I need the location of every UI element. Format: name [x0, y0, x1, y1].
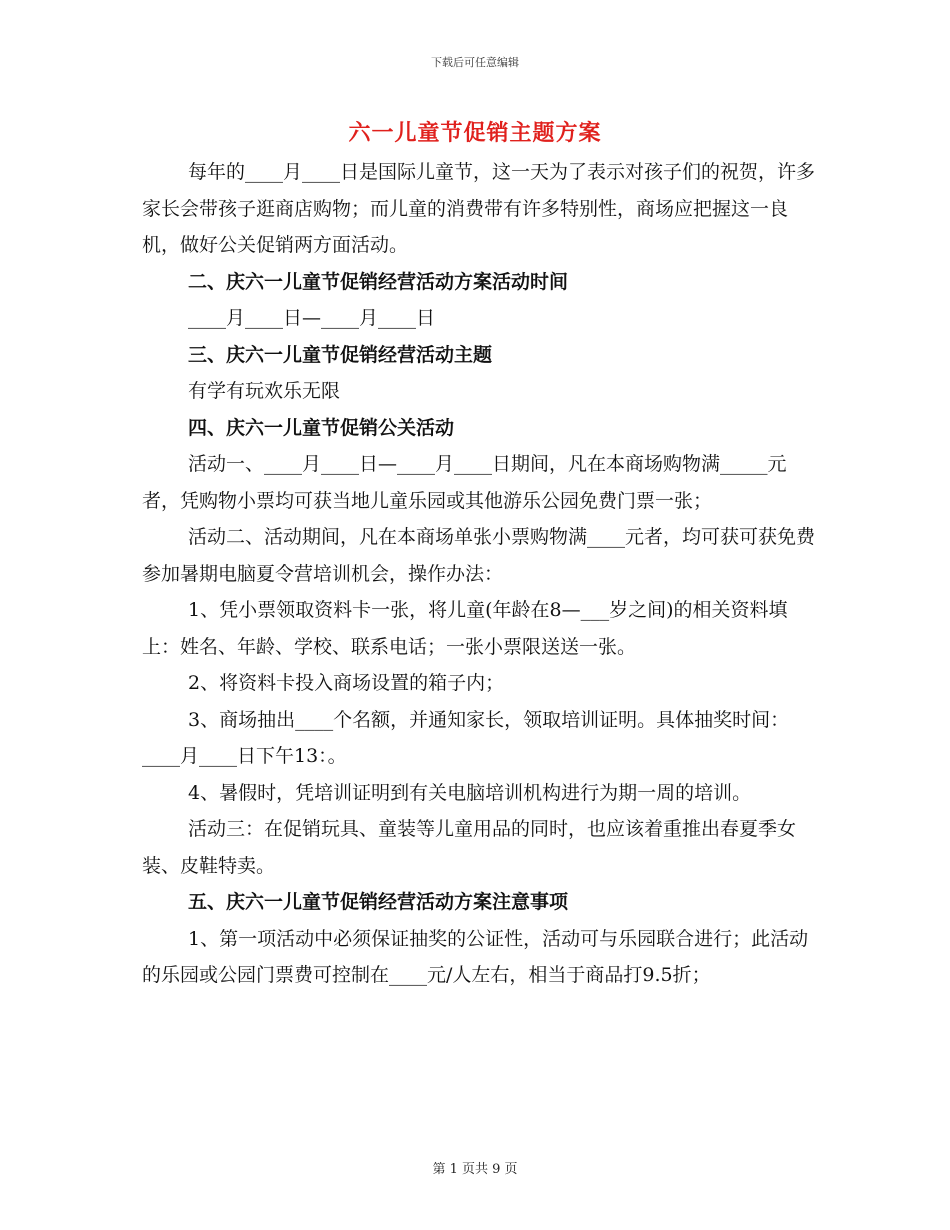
section-heading-theme: 三、庆六一儿童节促销经营活动主题	[188, 343, 493, 366]
activity-three-paragraph: 活动三：在促销玩具、童装等儿童用品的同时，也应该着重推出春夏季女装、皮鞋特卖。	[142, 818, 797, 877]
step-three-paragraph: 3、商场抽出____个名额，并通知家长，领取培训证明。具体抽奖时间：____月____日下午13：。	[142, 708, 790, 767]
section-heading-time: 二、庆六一儿童节促销经营活动方案活动时间	[188, 270, 569, 293]
activity-two-paragraph: 活动二、活动期间，凡在本商场单张小票购物满____元者，均可获可获免费参加暑期电脑夏令营培训机会，操作办法：	[142, 526, 816, 585]
header-note: 下载后可任意编辑	[431, 56, 519, 69]
step-one-paragraph: 1、凭小票领取资料卡一张，将儿童(年龄在8—___岁之间)的相关资料填上：姓名、年龄、学校、联系电话；一张小票限送送一张。	[142, 599, 788, 658]
section-heading-pr: 四、庆六一儿童节促销公关活动	[188, 416, 455, 439]
step-four-paragraph: 4、暑假时，凭培训证明到有关电脑培训机构进行为期一周的培训。	[188, 781, 752, 804]
document-body	[142, 154, 822, 994]
theme-paragraph: 有学有玩欢乐无限	[188, 380, 341, 402]
page-number-footer: 第 1 页共 9 页	[432, 1162, 518, 1177]
activity-one-paragraph: 活动一、____月____日—____月____日期间，凡在本商场购物满_____元者，凭购物小票均可获当地儿童乐园或其他游乐公园免费门票一张；	[142, 453, 787, 512]
activity-time-paragraph: ____月____日—____月____日	[188, 307, 436, 329]
document-title: 六一儿童节促销主题方案	[348, 120, 602, 146]
step-two-paragraph: 2、将资料卡投入商场设置的箱子内；	[188, 672, 505, 694]
note-one-paragraph: 1、第一项活动中必须保证抽奖的公证性，活动可与乐园联合进行；此活动的乐园或公园门票费可控制在____元/人左右，相当于商品打9.5折；	[142, 927, 809, 986]
section-heading-notes: 五、庆六一儿童节促销经营活动方案注意事项	[188, 891, 569, 913]
intro-paragraph: 每年的____月____日是国际儿童节，这一天为了表示对孩子们的祝贺，许多家长会带孩子逛商店购物；而儿童的消费带有许多特别性，商场应把握这一良机，做好公关促销两方面活动。	[142, 161, 816, 256]
